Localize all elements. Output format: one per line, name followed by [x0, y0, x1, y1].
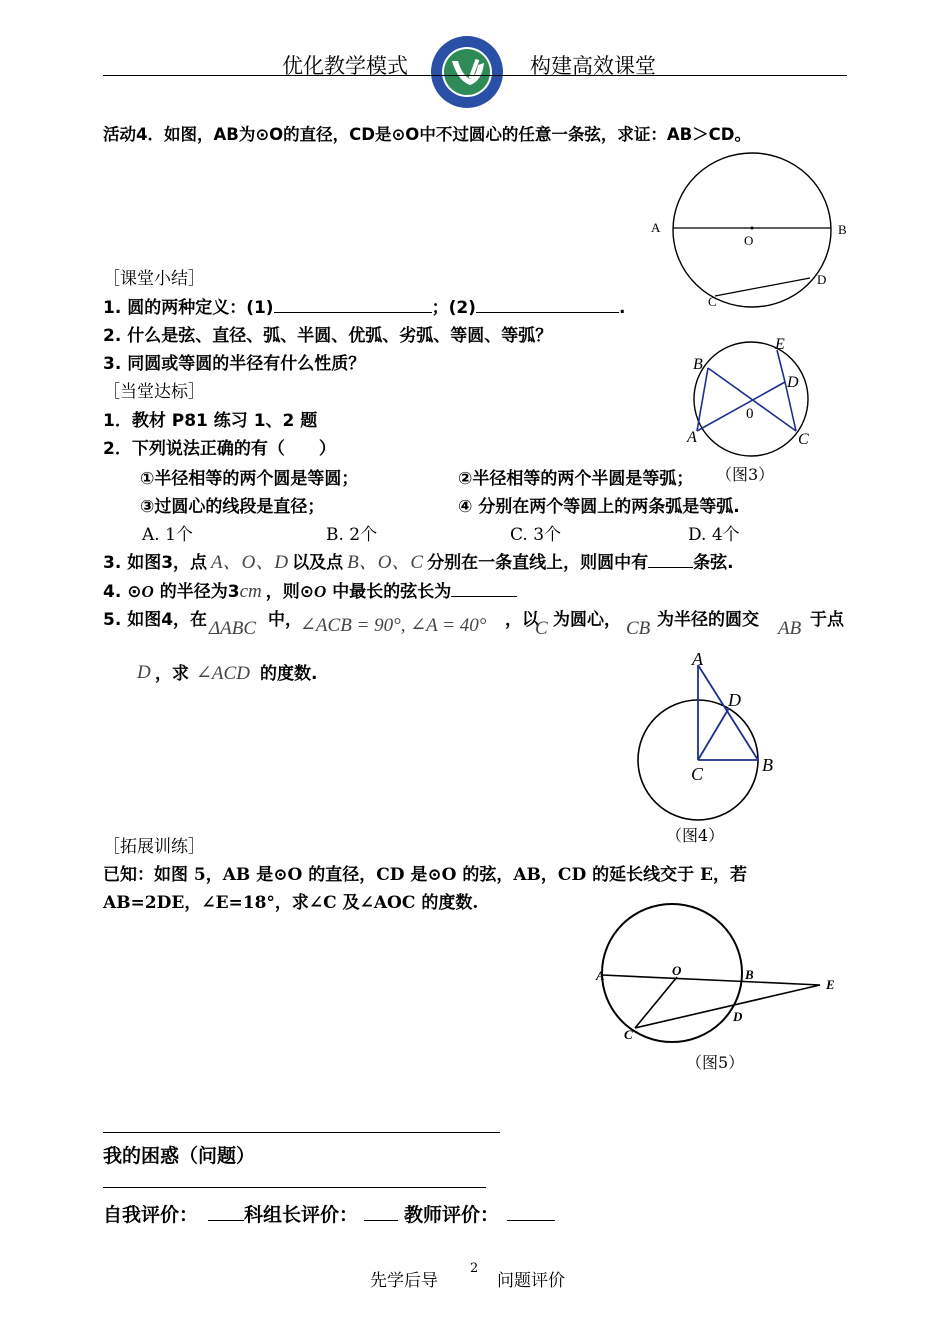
- label-b: B: [838, 222, 847, 237]
- practice-p1: 1．教材 P81 练习 1、2 题: [103, 411, 318, 431]
- option-4: ④ 分别在两个等圆上的两条弧是等弧.: [458, 497, 740, 517]
- practice-p5-b: 中，: [268, 610, 302, 630]
- fig4-label-d: D: [728, 690, 741, 710]
- page-footer-left: 先学后导: [370, 1271, 438, 1291]
- figure-3: [680, 332, 820, 462]
- fig5-label-d: D: [733, 1009, 743, 1024]
- practice-p2: 2．下列说法正确的有（ ）: [103, 439, 336, 459]
- rule-top: [103, 1132, 500, 1133]
- practice-p5-g: ，求: [155, 664, 189, 684]
- leader-eval-blank[interactable]: [364, 1206, 398, 1221]
- p5-cb: CB: [626, 618, 651, 639]
- p5-triangle: ΔABC: [209, 618, 257, 639]
- center-point: [751, 227, 754, 230]
- practice-p4: 4. ⊙O 的半径为3cm ，则⊙O 中最长的弦长为: [103, 577, 517, 603]
- fig3-caption: （图3）: [716, 465, 775, 484]
- header-right-title: 构建高效课堂: [530, 54, 656, 78]
- summary-q3: 3. 同圆或等圆的半径有什么性质？: [103, 354, 366, 374]
- extension-line2: AB=2DE，∠E=18°，求∠C 及∠AOC 的度数.: [103, 893, 479, 913]
- fig5-label-o: O: [672, 963, 682, 978]
- p5-angles: ∠ACB = 90°, ∠A = 40°: [300, 615, 487, 636]
- fig5-label-e: E: [826, 977, 835, 992]
- option-1: ①半径相等的两个圆是等圆；: [140, 469, 359, 489]
- practice-p5-e: 为半径的圆交: [657, 610, 759, 630]
- blank-longest-chord[interactable]: [451, 582, 517, 597]
- fig4-label-a: A: [692, 649, 703, 669]
- choice-c[interactable]: C. 3个: [510, 525, 562, 545]
- label-o: O: [744, 233, 754, 248]
- choice-b[interactable]: B. 2个: [326, 525, 378, 545]
- choice-a[interactable]: A. 1个: [142, 525, 193, 545]
- practice-p5-c: ，以: [505, 610, 539, 630]
- page-footer-right: 问题评价: [497, 1271, 565, 1291]
- practice-p5-a: 5. 如图4，在: [103, 610, 208, 630]
- header-left-title: 优化教学模式: [282, 54, 408, 78]
- p5-angle-acd: ∠ACD: [196, 663, 250, 684]
- fig3-label-e: E: [775, 336, 785, 353]
- summary-q1: 1. 圆的两种定义：(1) ；(2) .: [103, 298, 626, 318]
- fig5-caption: （图5）: [686, 1053, 745, 1072]
- practice-p5-h: 的度数.: [260, 664, 318, 684]
- summary-q2: 2. 什么是弦、直径、弧、半圆、优弧、劣弧、等圆、等弧？: [103, 326, 553, 346]
- p5-ab: AB: [778, 618, 802, 639]
- teacher-eval-blank[interactable]: [507, 1206, 555, 1221]
- evaluation-row: 自我评价： 科组长评价： 教师评价：: [103, 1200, 555, 1227]
- figure-5: [590, 905, 850, 1055]
- header-rule: [103, 75, 847, 76]
- practice-p5-d: 为圆心，: [553, 610, 621, 630]
- practice-heading: ［当堂达标］: [103, 382, 205, 402]
- self-eval-blank[interactable]: [208, 1206, 244, 1221]
- fig3-label-b: B: [693, 356, 703, 373]
- summary-heading: ［课堂小结］: [103, 269, 205, 289]
- extension-heading: ［拓展训练］: [103, 837, 205, 857]
- activity4-figure: [640, 150, 860, 320]
- blank-definition-2[interactable]: [476, 298, 619, 313]
- fig4-label-b: B: [762, 755, 773, 775]
- label-a: A: [651, 220, 661, 235]
- label-c: C: [708, 294, 717, 309]
- option-3: ③过圆心的线段是直径；: [140, 497, 325, 517]
- fig3-label-a: A: [687, 429, 697, 446]
- figure-4: [630, 645, 790, 825]
- fig5-label-c: C: [624, 1027, 633, 1042]
- fig3-label-d: D: [787, 374, 799, 391]
- page-number: 2: [470, 1261, 479, 1276]
- rule-bottom: [103, 1187, 486, 1188]
- fig4-caption: （图4）: [666, 826, 725, 845]
- label-d: D: [817, 272, 827, 287]
- chord-cd: [715, 278, 810, 296]
- fig4-label-c: C: [691, 764, 704, 784]
- confusion-label: 我的困惑（问题）: [103, 1145, 256, 1167]
- fig5-label-a: A: [596, 968, 605, 983]
- p5-c: C: [535, 618, 548, 639]
- blank-definition-1[interactable]: [274, 298, 432, 313]
- practice-p5-f: 于点: [810, 610, 844, 630]
- blank-chord-count[interactable]: [648, 553, 693, 568]
- option-2: ②半径相等的两个半圆是等弧；: [458, 469, 694, 489]
- fig3-label-o: 0: [746, 406, 754, 422]
- activity4-text: 活动4．如图，AB为⊙O的直径，CD是⊙O中不过圆心的任意一条弦，求证：AB＞CD。: [103, 125, 751, 144]
- extension-line1: 已知：如图 5，AB 是⊙O 的直径，CD 是⊙O 的弦，AB，CD 的延长线交于 E，若: [103, 865, 747, 885]
- school-emblem-icon: [430, 35, 504, 109]
- practice-p3: 3. 如图3，点 A、O、D 以及点 B、O、C 分别在一条直线上，则圆中有 条弦.: [103, 552, 734, 573]
- fig5-label-b: B: [745, 967, 754, 982]
- p5-d: D: [137, 662, 151, 683]
- circle-o: [673, 153, 831, 307]
- choice-d[interactable]: D. 4个: [688, 525, 740, 545]
- fig3-label-c: C: [798, 431, 809, 448]
